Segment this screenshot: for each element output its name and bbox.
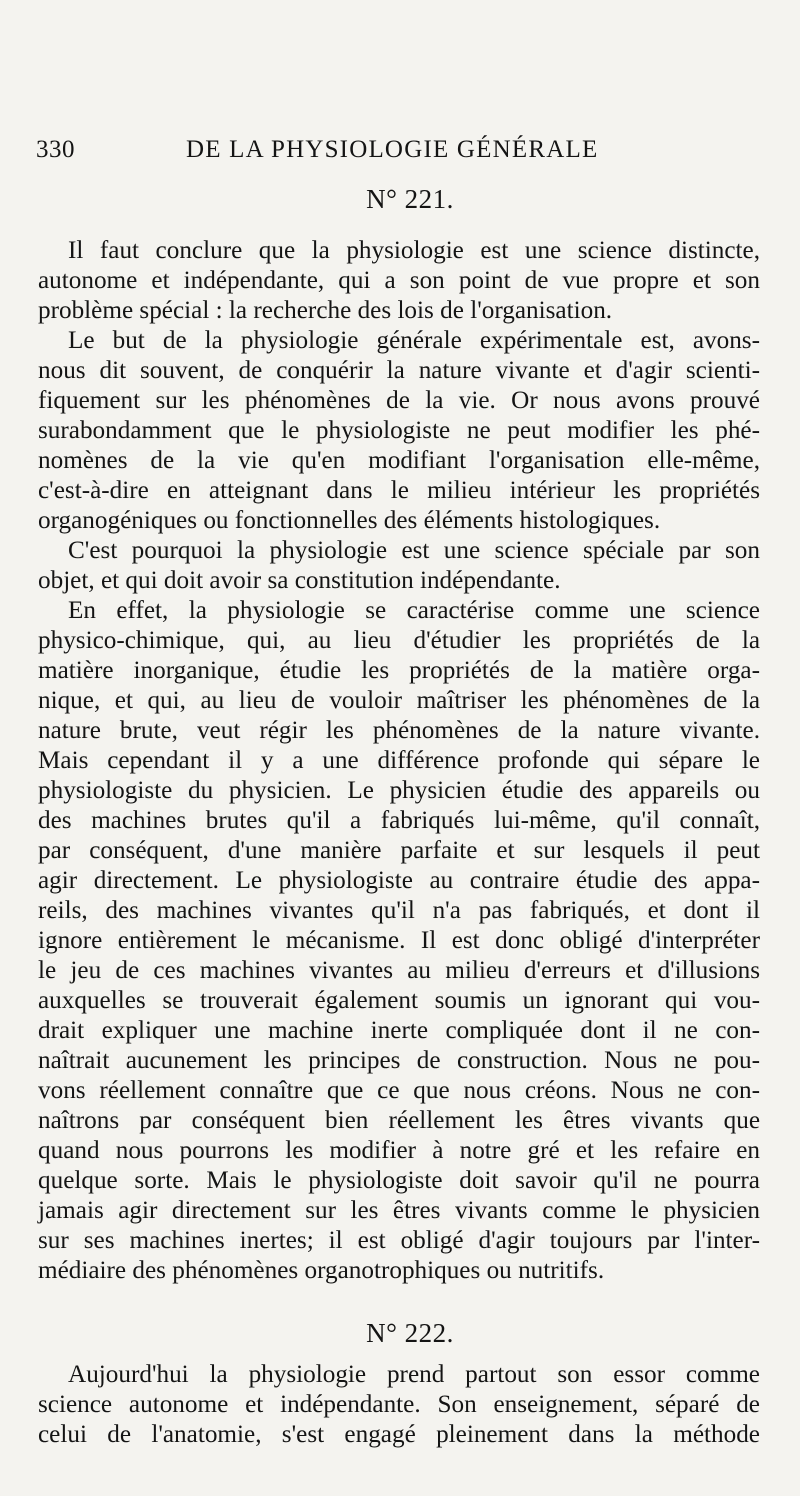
text-line: science autonome et indépendante. Son enseignement, séparé de — [38, 1391, 760, 1418]
text-line: drait expliquer une machine inerte compliquée dont il ne con- — [38, 1017, 760, 1044]
running-header — [36, 136, 756, 170]
text-line: nature brute, veut régir les phénomènes de la nature vivante. — [38, 717, 760, 744]
text-line: le jeu de ces machines vivantes au milieu d'erreurs et d'illusions — [38, 957, 760, 984]
text-line: C'est pourquoi la physiologie est une science spéciale par son — [68, 537, 760, 564]
text-line: nique, et qui, au lieu de vouloir maîtriser les phénomènes de la — [38, 687, 760, 714]
text-line: c'est-à-dire en atteignant dans le milieu intérieur les propriétés — [38, 477, 760, 504]
text-line: problème spécial : la recherche des lois de l'organisation. — [38, 297, 613, 324]
running-title: DE LA PHYSIOLOGIE GÉNÉRALE — [186, 136, 599, 163]
section-heading-221: N° 221. — [366, 184, 454, 214]
section-222-body — [38, 1360, 760, 1450]
text-line: nomènes de la vie qu'en modifiant l'organisation elle-même, — [38, 447, 760, 474]
page-number: 330 — [36, 136, 75, 163]
text-line: En effet, la physiologie se caractérise comme une science — [68, 597, 760, 624]
text-line: ignore entièrement le mécanisme. Il est donc obligé d'interpréter — [38, 927, 760, 954]
text-line: sur ses machines inertes; il est obligé d'agir toujours par l'inter- — [38, 1227, 760, 1254]
text-line: agir directement. Le physiologiste au contraire étudie des appa- — [38, 867, 760, 894]
text-line: quelque sorte. Mais le physiologiste doit savoir qu'il ne pourra — [38, 1167, 760, 1194]
text-line: objet, et qui doit avoir sa constitution indépendante. — [38, 567, 561, 594]
text-line: médiaire des phénomènes organotrophiques ou nutritifs. — [38, 1257, 605, 1284]
text-line: par conséquent, d'une manière parfaite et sur lesquels il peut — [38, 837, 760, 864]
text-line: organogéniques ou fonctionnelles des éléments histologiques. — [38, 507, 661, 534]
section-221-body — [38, 236, 760, 1286]
text-line: autonome et indépendante, qui a son point de vue propre et son — [38, 267, 760, 294]
text-line: Il faut conclure que la physiologie est une science distincte, — [68, 237, 760, 264]
text-line: nous dit souvent, de conquérir la nature vivante et d'agir scienti- — [38, 357, 760, 384]
text-line: Aujourd'hui la physiologie prend partout son essor comme — [68, 1361, 760, 1388]
text-line: vons réellement connaître que ce que nous créons. Nous ne con- — [38, 1077, 760, 1104]
text-line: celui de l'anatomie, s'est engagé pleinement dans la méthode — [38, 1421, 760, 1448]
text-line: physiologiste du physicien. Le physicien étudie des appareils ou — [38, 777, 760, 804]
text-line: reils, des machines vivantes qu'il n'a pas fabriqués, et dont il — [38, 897, 760, 924]
text-line: naîtrons par conséquent bien réellement les êtres vivants que — [38, 1107, 760, 1134]
text-line: surabondamment que le physiologiste ne peut modifier les phé- — [38, 417, 760, 444]
text-line: matière inorganique, étudie les propriétés de la matière orga- — [38, 657, 760, 684]
text-line: naîtrait aucunement les principes de construction. Nous ne pou- — [38, 1047, 760, 1074]
text-line: des machines brutes qu'il a fabriqués lui-même, qu'il connaît, — [38, 807, 760, 834]
text-line: Mais cependant il y a une différence profonde qui sépare le — [38, 747, 760, 774]
text-line: jamais agir directement sur les êtres vivants comme le physicien — [38, 1197, 760, 1224]
text-line: physico-chimique, qui, au lieu d'étudier les propriétés de la — [38, 627, 760, 654]
text-line: auxquelles se trouverait également soumis un ignorant qui vou- — [38, 987, 760, 1014]
text-line: fiquement sur les phénomènes de la vie. Or nous avons prouvé — [38, 387, 760, 414]
text-line: quand nous pourrons les modifier à notre gré et les refaire en — [38, 1137, 760, 1164]
text-line: Le but de la physiologie générale expérimentale est, avons- — [68, 327, 760, 354]
section-heading-222: N° 222. — [366, 1318, 454, 1348]
